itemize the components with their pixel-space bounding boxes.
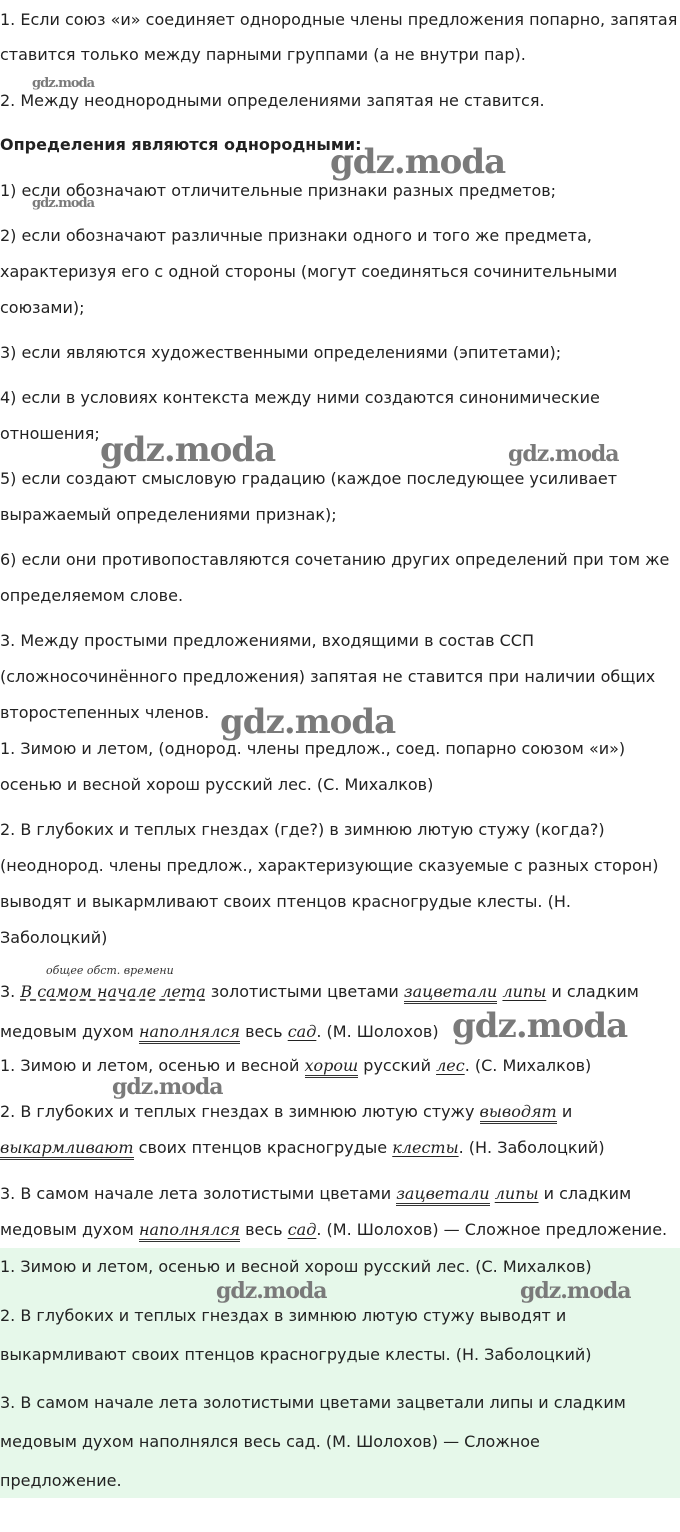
text-fragment: весь: [245, 1220, 283, 1239]
predicate: зацветали: [396, 1185, 489, 1206]
text-fragment: своих птенцов красногрудые: [138, 1138, 388, 1157]
predicate: наполнялся: [139, 1023, 240, 1044]
predicate: наполнялся: [139, 1221, 240, 1242]
predicate: выводят: [480, 1103, 557, 1124]
text-fragment: . (М. Шолохов): [316, 1022, 439, 1041]
watermark: gdz.moda: [100, 430, 276, 470]
watermark: gdz.moda: [32, 76, 95, 91]
handwritten-note: общее обст. времени: [46, 964, 174, 977]
condition-6-line-1: 6) если они противопоставляются сочетанию других определений при том же: [0, 550, 670, 569]
text-fragment: медовым духом: [0, 1220, 134, 1239]
analysis-2-line-3: выводят и выкармливают своих птенцов красногрудые клесты. (Н.: [0, 892, 571, 911]
text-fragment: 3. В самом начале лета золотистыми цветами: [0, 1184, 392, 1203]
subject: липы: [494, 1184, 539, 1203]
marked-2-line-1: [0, 1102, 572, 1124]
analysis-1-line-1: 1. Зимою и летом, (однород. члены предлож., соед. попарно союзом «и»): [0, 739, 626, 758]
common-adverbial: В самом начале лета: [20, 982, 206, 1001]
condition-4-line-2: отношения;: [0, 424, 100, 443]
marked-1: [0, 1056, 591, 1078]
condition-2-line-3: союзами);: [0, 298, 85, 317]
watermark: gdz.moda: [220, 702, 396, 742]
predicate: хорош: [305, 1057, 359, 1078]
analysis-3-line-2: [0, 1022, 439, 1044]
watermark: gdz.moda: [508, 441, 619, 467]
subject: сад: [287, 1220, 317, 1239]
answer-3-line-2: медовым духом наполнялся весь сад. (М. Шолохов) — Сложное: [0, 1432, 540, 1451]
text-fragment: русский: [363, 1056, 431, 1075]
rule-1-line-1: 1. Если союз «и» соединяет однородные члены предложения попарно, запятая: [0, 10, 678, 29]
text-fragment: 1. Зимою и летом, осенью и весной: [0, 1056, 300, 1075]
predicate: выкармливают: [0, 1139, 134, 1160]
condition-6-line-2: определяемом слове.: [0, 586, 184, 605]
text-fragment: весь: [245, 1022, 283, 1041]
watermark: gdz.moda: [452, 1006, 628, 1046]
condition-5-line-1: 5) если создают смысловую градацию (каждое последующее усиливает: [0, 469, 618, 488]
sentence-number: 3.: [0, 982, 16, 1001]
condition-3: 3) если являются художественными определениями (эпитетами);: [0, 343, 562, 362]
predicate: зацветали: [404, 983, 497, 1004]
text-fragment: и сладким: [543, 1184, 632, 1203]
condition-2-line-1: 2) если обозначают различные признаки одного и того же предмета,: [0, 226, 592, 245]
analysis-1-line-2: осенью и весной хорош русский лес. (С. Михалков): [0, 775, 434, 794]
rule-3-line-2: (сложносочинённого предложения) запятая не ставится при наличии общих: [0, 667, 656, 686]
rule-2: 2. Между неоднородными определениями запятая не ставится.: [0, 91, 545, 110]
rule-3-line-3: второстепенных членов.: [0, 703, 210, 722]
analysis-3-line-1: [0, 982, 639, 1004]
condition-5-line-2: выражаемый определениями признак);: [0, 505, 337, 524]
subject: липы: [502, 982, 547, 1001]
marked-2-line-2: [0, 1138, 605, 1160]
condition-2-line-2: характеризуя его с одной стороны (могут соединяться сочинительными: [0, 262, 618, 281]
answer-2-line-2: выкармливают своих птенцов красногрудые клесты. (Н. Заболоцкий): [0, 1345, 592, 1364]
answer-3-line-3: предложение.: [0, 1471, 122, 1490]
condition-4-line-1: 4) если в условиях контекста между ними создаются синонимические: [0, 388, 600, 407]
answer-3-line-1: 3. В самом начале лета золотистыми цветами зацветали липы и сладким: [0, 1393, 626, 1412]
rule-3-line-1: 3. Между простыми предложениями, входящими в состав ССП: [0, 631, 534, 650]
answer-1: 1. Зимою и летом, осенью и весной хорош русский лес. (С. Михалков): [0, 1257, 592, 1276]
analysis-2-line-1: 2. В глубоких и теплых гнездах (где?) в зимнюю лютую стужу (когда?): [0, 820, 605, 839]
heading-homogeneous: Определения являются однородными:: [0, 135, 362, 154]
text-fragment: 2. В глубоких и теплых гнездах в зимнюю лютую стужу: [0, 1102, 475, 1121]
watermark: gdz.moda: [32, 196, 95, 211]
watermark: gdz.moda: [520, 1278, 631, 1304]
rule-1-line-2: ставится только между парными группами (а не внутри пар).: [0, 45, 526, 64]
watermark: gdz.moda: [216, 1278, 327, 1304]
watermark: gdz.moda: [330, 142, 506, 182]
marked-3-line-2: [0, 1220, 667, 1242]
marked-3-line-1: [0, 1184, 631, 1206]
text-fragment: . (Н. Заболоцкий): [458, 1138, 605, 1157]
watermark: gdz.moda: [112, 1074, 223, 1100]
condition-1: 1) если обозначают отличительные признаки разных предметов;: [0, 181, 557, 200]
text-fragment: . (С. Михалков): [464, 1056, 592, 1075]
analysis-2-line-4: Заболоцкий): [0, 928, 108, 947]
analysis-2-line-2: (неоднород. члены предлож., характеризующие сказуемые с разных сторон): [0, 856, 659, 875]
subject: сад: [287, 1022, 317, 1041]
answer-2-line-1: 2. В глубоких и теплых гнездах в зимнюю лютую стужу выводят и: [0, 1306, 567, 1325]
text-fragment: и: [561, 1102, 573, 1121]
text-fragment: и сладким: [551, 982, 639, 1001]
text-fragment: золотистыми цветами: [210, 982, 399, 1001]
subject: лес: [436, 1056, 465, 1075]
text-fragment: . (М. Шолохов) — Сложное предложение.: [316, 1220, 668, 1239]
subject: клесты: [392, 1138, 459, 1157]
text-fragment: медовым духом: [0, 1022, 134, 1041]
